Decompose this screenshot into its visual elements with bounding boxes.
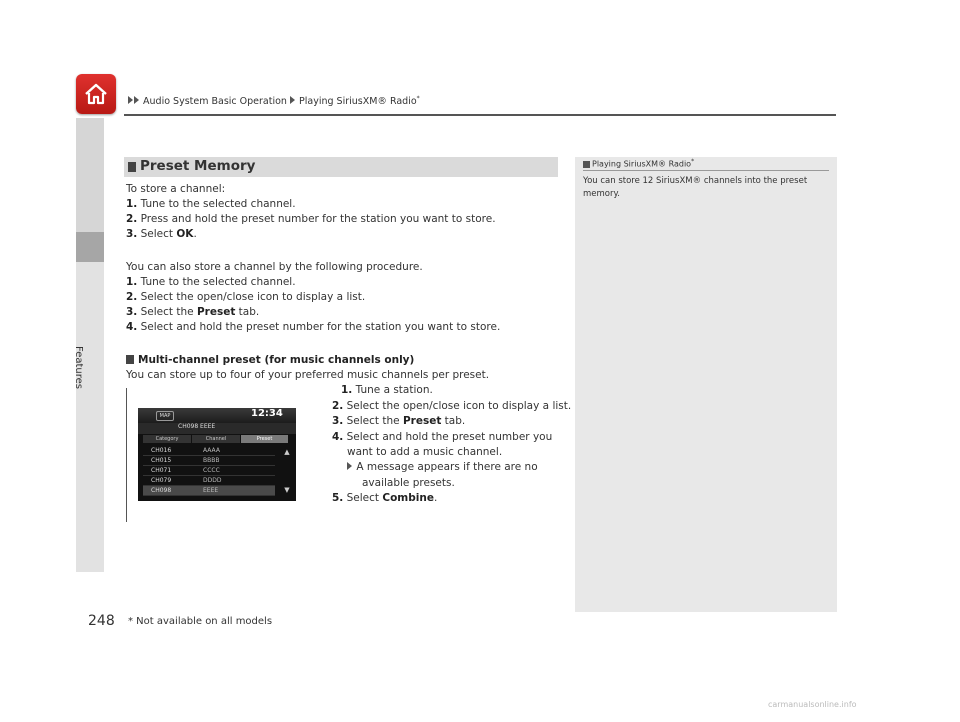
now-playing-bar xyxy=(138,423,296,434)
footnote: * Not available on all models xyxy=(128,616,273,627)
also-text: You can also store a channel by the following procedure. xyxy=(126,261,423,273)
step-line xyxy=(332,431,552,443)
step-text: Press and hold the preset number for the station you want to store. xyxy=(140,213,496,225)
screen-tabs xyxy=(143,435,288,443)
preset-row xyxy=(143,476,275,486)
preset-channel: CH016 xyxy=(151,447,172,454)
step-bold: Preset xyxy=(402,415,442,427)
page-number: 248 xyxy=(88,613,115,629)
preset-channel: CH015 xyxy=(151,457,172,464)
screen-clock: 12:34 xyxy=(251,408,283,419)
step-number: 2. xyxy=(126,291,138,303)
step-number: 2. xyxy=(126,213,138,225)
step-number: 3. xyxy=(126,306,138,318)
step-text: Tune to the selected channel. xyxy=(140,276,296,288)
preset-row xyxy=(143,486,275,496)
breadcrumb-arrow-icon xyxy=(128,96,133,104)
step-number: 3. xyxy=(126,228,138,240)
preset-name: BBBB xyxy=(203,457,220,464)
step-line xyxy=(126,306,259,318)
step-bold: Preset xyxy=(196,306,236,318)
breadcrumb-item[interactable]: Playing SiriusXM® Radio xyxy=(299,96,417,108)
step-number: 4. xyxy=(126,321,138,333)
preset-channel: CH079 xyxy=(151,477,172,484)
sub-heading-text: Multi-channel preset (for music channels only) xyxy=(138,354,415,366)
step-text: Select the xyxy=(140,306,197,318)
side-note-body: You can store 12 SiriusXM® channels into the preset memory. xyxy=(583,176,808,199)
sidebar-block-bottom xyxy=(76,262,104,572)
tab-category: Category xyxy=(143,435,191,443)
preset-channel: CH098 xyxy=(151,487,172,494)
side-note-panel xyxy=(575,157,837,612)
step-line xyxy=(126,321,500,333)
step-line xyxy=(126,291,365,303)
note-marker-icon xyxy=(583,161,590,168)
map-button: MAP xyxy=(156,411,174,421)
section-header xyxy=(124,157,558,177)
section-title: Preset Memory xyxy=(140,158,256,174)
sidebar-block-active xyxy=(76,232,104,262)
asterisk-mark: * xyxy=(416,95,420,102)
step-bold: Combine xyxy=(382,492,434,504)
step-number: 5. xyxy=(332,492,344,504)
step-number: 1. xyxy=(126,198,138,210)
side-note-title xyxy=(583,158,694,169)
step-text: . xyxy=(433,492,438,504)
tab-channel: Channel xyxy=(192,435,240,443)
preset-row xyxy=(143,456,275,466)
step-text: Tune to the selected channel. xyxy=(140,198,296,210)
step-text: . xyxy=(193,228,197,240)
sub-heading xyxy=(126,354,414,366)
section-marker-icon xyxy=(128,162,136,172)
step-text: Select xyxy=(346,492,383,504)
preset-row xyxy=(143,446,275,456)
step-text: tab. xyxy=(441,415,466,427)
step-number: 1. xyxy=(126,276,138,288)
preset-name: EEEE xyxy=(203,487,219,494)
intro-text: To store a channel: xyxy=(126,183,226,195)
note-line xyxy=(347,461,538,473)
side-note-title-text: Playing SiriusXM® Radio xyxy=(592,159,692,169)
step-number: 1. xyxy=(341,384,353,396)
step-bold: OK xyxy=(176,228,194,240)
breadcrumb-arrow-icon xyxy=(134,96,139,104)
image-margin-line xyxy=(126,388,127,522)
sub-heading-marker-icon xyxy=(126,355,134,364)
preset-name: DDDD xyxy=(203,477,222,484)
step-text: Select the xyxy=(346,415,403,427)
step-number: 2. xyxy=(332,400,344,412)
step-line xyxy=(332,400,571,412)
step-text: Select and hold the preset number for the station you want to store. xyxy=(140,321,501,333)
step-text: Select the open/close icon to display a list. xyxy=(346,400,572,412)
header-rule xyxy=(124,114,836,116)
breadcrumb xyxy=(128,95,420,107)
breadcrumb-item[interactable]: Audio System Basic Operation xyxy=(143,96,287,108)
step-line xyxy=(332,492,437,504)
step-line xyxy=(126,198,296,210)
step-line xyxy=(126,213,496,225)
step-line xyxy=(341,384,433,396)
tab-preset: Preset xyxy=(241,435,288,443)
step-text: Select xyxy=(140,228,177,240)
preset-row xyxy=(143,466,275,476)
home-button[interactable] xyxy=(76,74,116,114)
preset-name: CCCC xyxy=(203,467,220,474)
preset-channel: CH071 xyxy=(151,467,172,474)
sidebar-block-top xyxy=(76,118,104,232)
step-text: Select the open/close icon to display a list. xyxy=(140,291,366,303)
step-number: 4. xyxy=(332,431,344,443)
preset-name: AAAA xyxy=(203,447,220,454)
audio-screen-image xyxy=(138,408,296,501)
note-text: A message appears if there are no xyxy=(356,461,538,473)
note-text-continued: available presets. xyxy=(362,477,455,489)
note-arrow-icon xyxy=(347,462,352,470)
side-note-rule xyxy=(583,170,829,171)
step-line xyxy=(126,276,296,288)
step-line xyxy=(332,415,465,427)
step-text-continued: want to add a music channel. xyxy=(347,446,503,458)
scroll-up-icon: ▲ xyxy=(284,448,290,456)
asterisk-mark: * xyxy=(691,158,695,165)
step-text: Select and hold the preset number you xyxy=(346,431,553,443)
watermark: carmanualsonline.info xyxy=(768,700,857,709)
scroll-down-icon: ▼ xyxy=(284,486,290,494)
step-text: tab. xyxy=(235,306,260,318)
step-line xyxy=(126,228,197,240)
home-icon xyxy=(83,81,109,107)
step-number: 3. xyxy=(332,415,344,427)
multi-text: You can store up to four of your preferred music channels per preset. xyxy=(126,369,490,381)
sidebar-label: Features xyxy=(73,346,84,389)
now-playing-text: CH098 EEEE xyxy=(178,423,216,430)
step-text: Tune a station. xyxy=(355,384,433,396)
breadcrumb-arrow-icon xyxy=(290,96,295,104)
